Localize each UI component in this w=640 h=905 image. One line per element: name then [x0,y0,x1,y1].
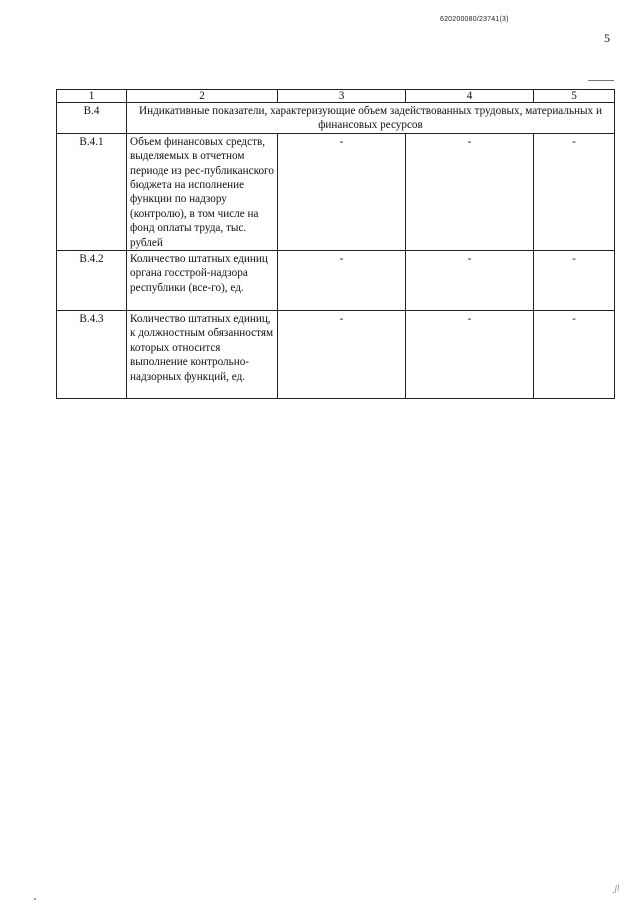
row-code: В.4.3 [57,311,127,399]
page-number: 5 [604,31,610,45]
document-id: 620200080/23741(3) [440,16,509,23]
row-code: В.4.1 [57,133,127,250]
corner-mark: .// [610,882,622,897]
row-value-col5: - [534,251,615,311]
column-number: 4 [406,90,534,103]
section-title: Индикативные показатели, характеризующие объем задействованных трудовых, материальных и финансовых ресурсов [127,103,615,134]
row-value-col3: - [278,133,406,250]
row-name: Объем финансовых средств, выделяемых в отчетном периоде из рес-публиканского бюджета на исполнение функции по надзору (контролю), в том числе на фонд оплаты труда, тыс. рублей [127,133,278,250]
section-code: В.4 [57,103,127,134]
row-name: Количество штатных единиц органа госстрой-надзора республики (все-го), ед. [127,251,278,311]
column-number: 1 [57,90,127,103]
column-number: 5 [534,90,615,103]
row-value-col3: - [278,251,406,311]
row-code: В.4.2 [57,251,127,311]
row-value-col5: - [534,133,615,250]
column-number-row [57,90,615,103]
row-value-col4: - [406,311,534,399]
indicators-table [56,89,615,399]
column-number: 2 [127,90,278,103]
row-value-col4: - [406,251,534,311]
scan-artifact-dot [34,898,36,900]
scan-artifact-line [588,80,614,81]
row-name: Количество штатных единиц, к должностным обязанностям которых относится выполнение контрольно-надзорных функций, ед. [127,311,278,399]
table-row [57,133,615,250]
row-value-col5: - [534,311,615,399]
row-value-col3: - [278,311,406,399]
section-row [57,103,615,134]
column-number: 3 [278,90,406,103]
row-value-col4: - [406,133,534,250]
table-row [57,311,615,399]
table-row [57,251,615,311]
